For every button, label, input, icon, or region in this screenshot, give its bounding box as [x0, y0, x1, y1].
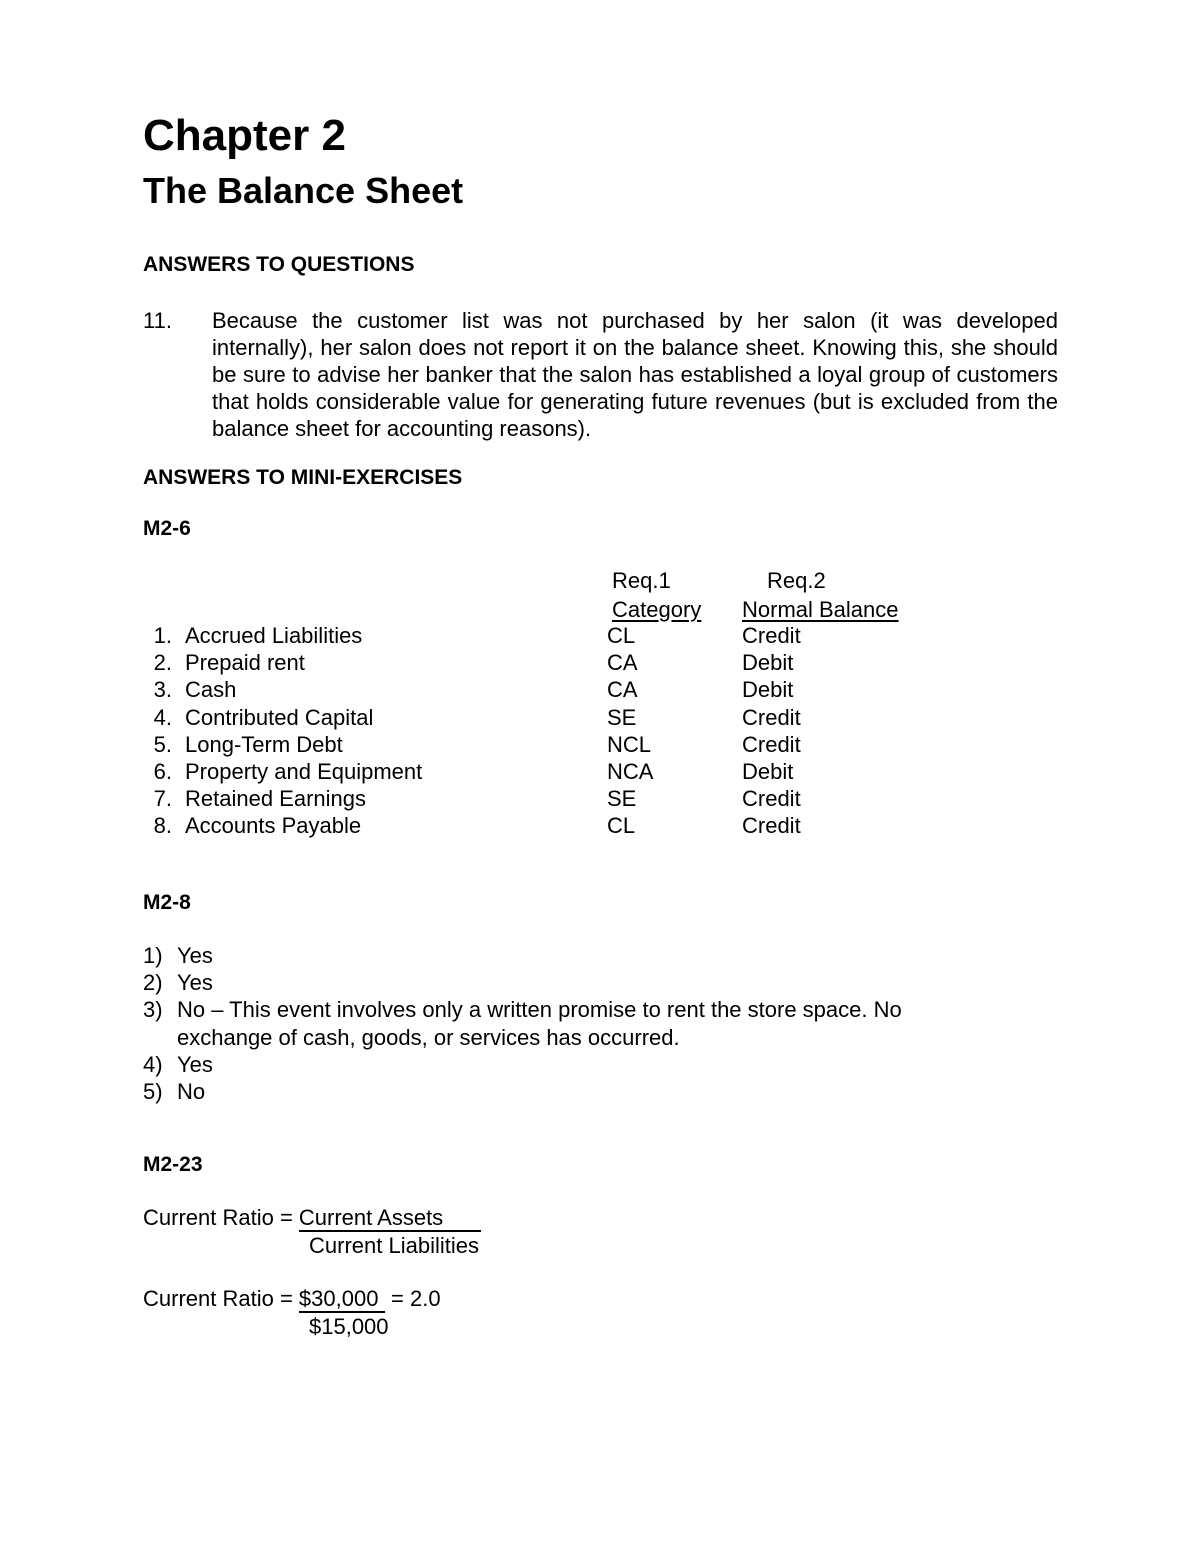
calculation-result: = 2.0: [384, 1286, 441, 1311]
formula-denominator: Current Liabilities: [309, 1233, 479, 1258]
account-name: Retained Earnings: [185, 786, 367, 812]
m2-23-label: M2-23: [143, 1153, 203, 1176]
formula-numerator: Current Assets: [299, 1206, 481, 1232]
normal-balance: Credit: [742, 813, 801, 839]
list-item-number: 5): [143, 1079, 163, 1104]
row-number: 6.: [153, 759, 172, 784]
formula-line: [143, 1204, 481, 1232]
list-item-text: exchange of cash, goods, or services has occurred.: [177, 1024, 680, 1050]
account-name: Accrued Liabilities: [185, 623, 363, 648]
mini-exercises-heading: ANSWERS TO MINI-EXERCISES: [143, 466, 463, 489]
formula-lhs: Current Ratio =: [143, 1205, 299, 1230]
calculation-line: [143, 1285, 441, 1313]
account-name: Accounts Payable: [185, 813, 362, 839]
list-item-text: Yes: [177, 970, 213, 996]
list-item-number: 2): [143, 970, 163, 996]
account-name: Property and Equipment: [185, 759, 423, 784]
m2-8-label: M2-8: [143, 891, 191, 914]
list-item-text: No – This event involves only a written promise to rent the store space. No: [177, 997, 902, 1023]
questions-heading: ANSWERS TO QUESTIONS: [143, 253, 415, 276]
account-category: NCL: [607, 731, 652, 757]
account-category: CA: [607, 650, 638, 676]
req2-header: Req.2: [767, 568, 826, 593]
req1-header: Req.1: [612, 568, 671, 593]
account-category: SE: [607, 704, 637, 730]
normal-balance: Debit: [742, 650, 794, 676]
list-item-number: 4): [143, 1051, 163, 1077]
account-category: NCA: [607, 759, 654, 784]
normal-balance: Credit: [742, 786, 801, 812]
calculation-lhs: Current Ratio =: [143, 1286, 299, 1311]
account-category: CA: [607, 677, 638, 703]
chapter-heading: Chapter 2: [143, 111, 346, 160]
normal-balance: Credit: [742, 731, 801, 757]
normal-balance: Debit: [742, 677, 794, 703]
category-column-header: Category: [612, 597, 702, 622]
account-name: Cash: [185, 677, 237, 703]
list-item-text: Yes: [177, 1051, 213, 1077]
calculation-numerator: $30,000: [299, 1287, 385, 1313]
calculation-denominator: $15,000: [309, 1314, 389, 1339]
row-number: 5.: [153, 731, 172, 757]
chapter-title: The Balance Sheet: [143, 170, 464, 211]
row-number: 1.: [153, 623, 172, 648]
account-category: CL: [607, 623, 636, 648]
row-number: 7.: [153, 786, 172, 812]
account-category: SE: [607, 786, 637, 812]
normal-balance: Debit: [742, 759, 794, 784]
account-category: CL: [607, 813, 636, 839]
list-item-text: No: [177, 1079, 206, 1104]
list-item-number: 3): [143, 997, 163, 1023]
question-number: 11.: [143, 308, 172, 333]
normal-balance-column-header: Normal Balance: [742, 597, 899, 622]
question-answer-text: Because the customer list was not purchased by her salon (it was developed internally), her salon does not report it on the balance sheet. Knowing this, she should be sure to advise her banker that the salon has established a loyal group of customers that holds considerable value for generating future revenues (but is excluded from the balance sheet for accounting reasons).: [212, 308, 1058, 441]
row-number: 2.: [153, 650, 172, 676]
row-number: 8.: [153, 813, 172, 839]
normal-balance: Credit: [742, 704, 801, 730]
list-item-number: 1): [143, 943, 163, 968]
account-name: Contributed Capital: [185, 704, 374, 730]
row-number: 4.: [153, 704, 172, 730]
m2-6-label: M2-6: [143, 517, 191, 540]
normal-balance: Credit: [742, 623, 801, 648]
list-item-text: Yes: [177, 943, 213, 968]
account-name: Prepaid rent: [185, 650, 305, 676]
row-number: 3.: [153, 677, 172, 703]
account-name: Long-Term Debt: [185, 731, 343, 757]
